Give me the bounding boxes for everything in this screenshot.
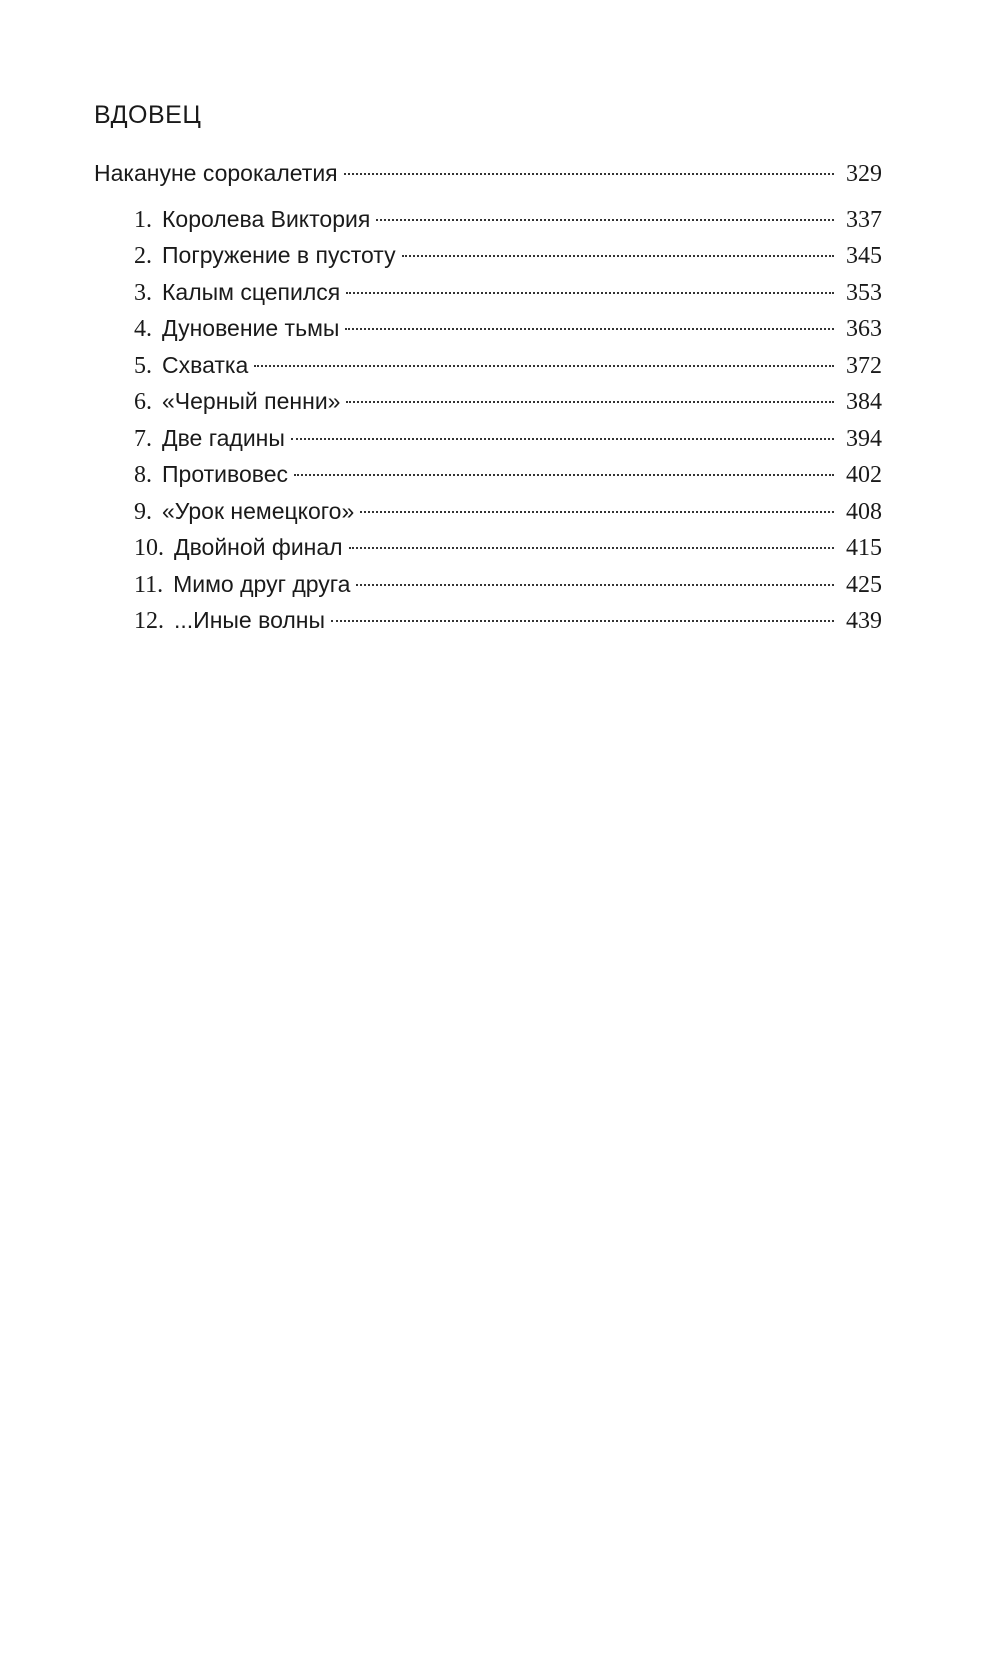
chapter-number: 7. [134, 425, 152, 452]
toc-entry-title: Накануне сорокалетия [94, 160, 338, 186]
toc-entry-title: Погружение в пустоту [162, 242, 396, 268]
toc-entry-page: 402 [846, 462, 882, 488]
toc-entry-chapter [94, 529, 882, 566]
dot-leader [402, 255, 834, 257]
toc-entry-chapter [94, 566, 882, 603]
dot-leader [356, 584, 834, 586]
toc-entry-chapter [94, 310, 882, 347]
toc-entry-title: Мимо друг друга [173, 570, 351, 597]
section-title: ВДОВЕЦ [94, 101, 202, 129]
table-of-contents [94, 155, 882, 639]
toc-entry-title: ...Иные волны [174, 607, 326, 633]
toc-entry-page: 372 [846, 352, 882, 379]
toc-entry-title: Две гадины [162, 424, 285, 451]
dot-leader [254, 365, 834, 367]
dot-leader [345, 328, 834, 330]
chapter-number: 1. [134, 206, 152, 233]
toc-entry-title: Королева Виктория [162, 205, 371, 232]
toc-entry-title: Двойной финал [174, 534, 343, 560]
toc-entry-title: Схватка [162, 351, 249, 378]
toc-entry-page: 425 [846, 571, 882, 598]
chapter-number: 3. [134, 279, 152, 306]
toc-entry-chapter [94, 347, 882, 384]
toc-entry-page: 337 [846, 206, 882, 233]
toc-entry-chapter [94, 201, 882, 238]
toc-entry-chapter [94, 383, 882, 420]
chapter-number: 4. [134, 316, 152, 342]
toc-entry-title: Дуновение тьмы [162, 315, 340, 341]
toc-entry-title: Противовес [162, 461, 288, 487]
dot-leader [291, 438, 834, 440]
dot-leader [344, 173, 834, 175]
toc-entry-chapter [94, 493, 882, 530]
toc-entry-title: Калым сцепился [162, 278, 341, 305]
toc-entry-page: 329 [846, 161, 882, 187]
chapter-number: 12. [134, 608, 164, 634]
dot-leader [294, 474, 834, 476]
chapter-number: 10. [134, 535, 164, 561]
chapter-number: 9. [134, 498, 152, 525]
toc-entry-page: 384 [846, 389, 882, 415]
dot-leader [349, 547, 834, 549]
toc-entry-title: «Урок немецкого» [162, 497, 355, 524]
toc-entry-chapter [94, 237, 882, 274]
chapter-number: 8. [134, 462, 152, 488]
chapter-number: 6. [134, 389, 152, 415]
toc-entry-chapter [94, 602, 882, 639]
dot-leader [331, 620, 834, 622]
toc-entry-page: 439 [846, 608, 882, 634]
toc-entry-page: 415 [846, 535, 882, 561]
chapter-number: 5. [134, 352, 152, 379]
dot-leader [376, 219, 834, 221]
chapter-number: 11. [134, 571, 164, 598]
dot-leader [346, 292, 834, 294]
toc-entry-page: 345 [846, 243, 882, 269]
dot-leader [346, 401, 834, 403]
toc-entry-chapter [94, 456, 882, 493]
toc-entry-intro [94, 155, 882, 192]
toc-entry-page: 363 [846, 316, 882, 342]
dot-leader [360, 511, 834, 513]
toc-entry-page: 353 [846, 279, 882, 306]
toc-entry-page: 408 [846, 498, 882, 525]
toc-entry-chapter [94, 274, 882, 311]
chapter-number: 2. [134, 243, 152, 269]
toc-entry-title: «Черный пенни» [162, 388, 341, 414]
toc-entry-chapter [94, 420, 882, 457]
toc-entry-page: 394 [846, 425, 882, 452]
